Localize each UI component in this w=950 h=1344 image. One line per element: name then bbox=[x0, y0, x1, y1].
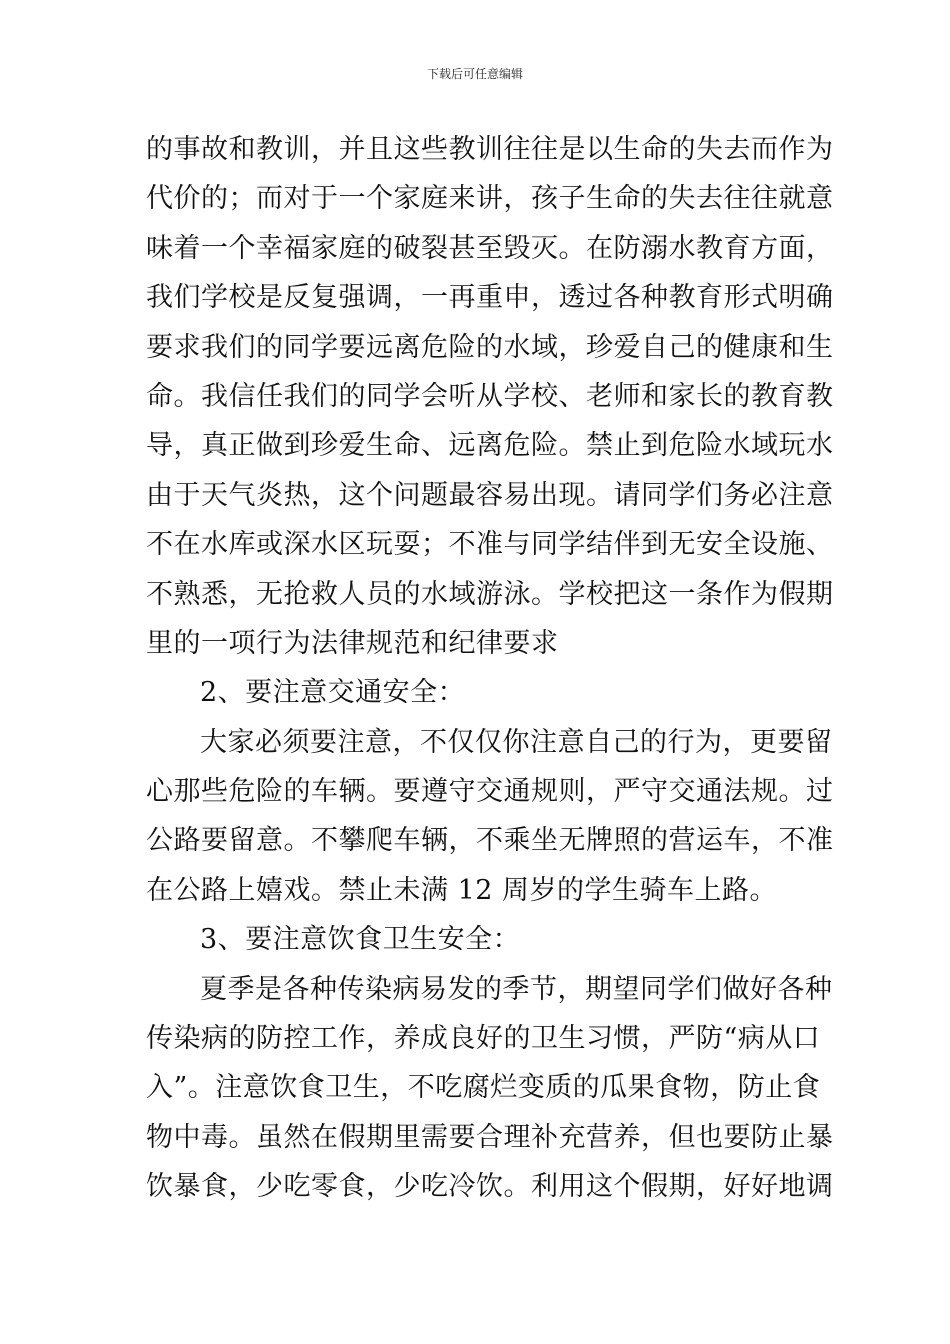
text-line: 要求我们的同学要远离危险的水域，珍爱自己的健康和生 bbox=[146, 331, 834, 363]
text-line: 入”。注意饮食卫生，不吃腐烂变质的瓜果食物，防止食 bbox=[146, 1072, 821, 1104]
text-line: 不在水库或深水区玩耍；不准与同学结伴到无安全设施、 bbox=[146, 529, 834, 561]
text-line: 不熟悉，无抢救人员的水域游泳。学校把这一条作为假期 bbox=[146, 578, 834, 610]
page-header: 下载后可任意编辑 bbox=[426, 67, 523, 81]
text-line: 由于天气炎热，这个问题最容易出现。请同学们务必注意 bbox=[146, 479, 834, 511]
text-line: 在公路上嬉戏。禁止未满 12 周岁的学生骑车上路。 bbox=[146, 874, 778, 906]
text-line: 命。我信任我们的同学会听从学校、老师和家长的教育教 bbox=[146, 380, 834, 412]
section-heading-food: 3、要注意饮食卫生安全： bbox=[200, 924, 521, 956]
section-heading-traffic: 2、要注意交通安全： bbox=[200, 677, 466, 709]
text-line: 夏季是各种传染病易发的季节，期望同学们做好各种 bbox=[200, 973, 833, 1005]
text-line: 的事故和教训，并且这些教训往往是以生命的失去而作为 bbox=[146, 134, 834, 165]
text-line: 导，真正做到珍爱生命、远离危险。禁止到危险水域玩水 bbox=[146, 430, 834, 462]
text-line: 公路要留意。不攀爬车辆，不乘坐无牌照的营运车，不准 bbox=[146, 825, 834, 857]
text-line: 代价的；而对于一个家庭来讲，孩子生命的失去往往就意 bbox=[146, 183, 834, 215]
text-line: 心那些危险的车辆。要遵守交通规则，严守交通法规。过 bbox=[146, 776, 834, 808]
text-line: 传染病的防控工作，养成良好的卫生习惯，严防“病从口 bbox=[146, 1023, 821, 1055]
text-line: 大家必须要注意，不仅仅你注意自己的行为，更要留 bbox=[200, 726, 833, 758]
text-line: 物中毒。虽然在假期里需要合理补充营养，但也要防止暴 bbox=[146, 1121, 834, 1153]
text-line: 味着一个幸福家庭的破裂甚至毁灭。在防溺水教育方面， bbox=[146, 232, 834, 264]
document-body bbox=[146, 125, 834, 1212]
text-line: 饮暴食，少吃零食，少吃冷饮。利用这个假期，好好地调 bbox=[146, 1171, 834, 1203]
text-line: 里的一项行为法律规范和纪律要求 bbox=[146, 627, 559, 659]
text-line: 我们学校是反复强调，一再重申，透过各种教育形式明确 bbox=[146, 282, 834, 314]
